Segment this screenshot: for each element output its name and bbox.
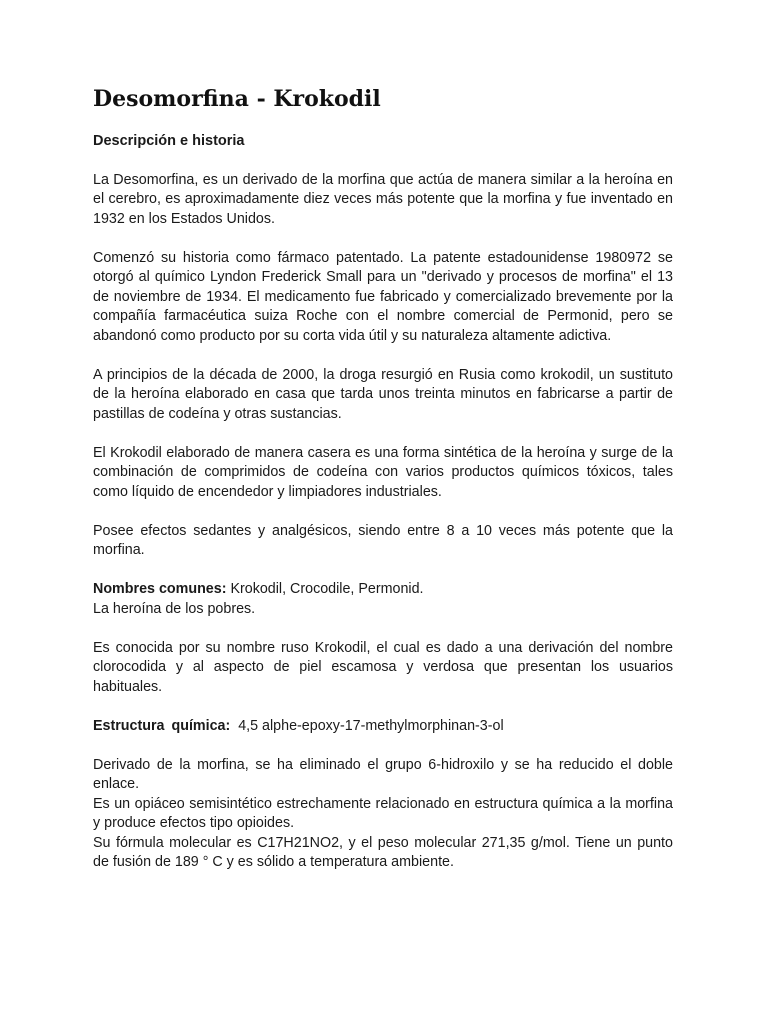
section-heading: Descripción e historia bbox=[93, 133, 245, 149]
chemistry-line-derivative: Derivado de la morfina, se ha eliminado el grupo 6-hidroxilo y se ha reducido el doble enlace. bbox=[93, 756, 673, 792]
paragraph-effects: Posee efectos sedantes y analgésicos, siendo entre 8 a 10 veces más potente que la morfina. bbox=[93, 522, 673, 558]
document-page bbox=[93, 84, 673, 873]
chemical-structure-line bbox=[93, 717, 673, 737]
paragraph-intro: La Desomorfina, es un derivado de la morfina que actúa de manera similar a la heroína en el cerebro, es aproximadamente diez veces más potente que la morfina y fue inventado en 1932 en los Estados Unidos. bbox=[93, 171, 673, 227]
paragraph-history: Comenzó su historia como fármaco patentado. La patente estadounidense 1980972 se otorgó al químico Lyndon Frederick Small para un "derivado y procesos de morfina" el 13 de noviembre de 1934. El medicamento fue fabricado y comercializado brevemente por la compañía farmacéutica suiza Roche con el nombre comercial de Permonid, pero se abandonó como producto por su corta vida útil y su naturaleza altamente adictiva. bbox=[93, 249, 673, 344]
chemical-structure-label: Estructura química: bbox=[93, 717, 231, 734]
chemistry-line-formula: Su fórmula molecular es C17H21NO2, y el peso molecular 271,35 g/mol. Tiene un punto de fusión de 189 ° C y es sólido a temperatura ambiente. bbox=[93, 834, 673, 870]
common-names-extra: La heroína de los pobres. bbox=[93, 600, 256, 617]
document-title: Desomorfina - Krokodil bbox=[93, 86, 381, 112]
paragraph-homemade: El Krokodil elaborado de manera casera es una forma sintética de la heroína y surge de la combinación de comprimidos de codeína con varios productos químicos tóxicos, tales como líquido de encendedor y limpiadores industriales. bbox=[93, 444, 673, 500]
paragraph-name-origin: Es conocida por su nombre ruso Krokodil, el cual es dado a una derivación del nombre clorocodida y al aspecto de piel escamosa y verdosa que presentan los usuarios habituales. bbox=[93, 639, 673, 695]
common-names-value: Krokodil, Crocodile, Permonid. bbox=[226, 581, 424, 597]
paragraph-russia: A principios de la década de 2000, la droga resurgió en Rusia como krokodil, un sustituto de la heroína elaborado en casa que tarda unos treinta minutos en fabricarse a partir de pastillas de codeína y otras sustancias. bbox=[93, 366, 673, 422]
common-names-line bbox=[93, 580, 673, 600]
chemical-structure-value: 4,5 alphe-epoxy-17-methylmorphinan-3-ol bbox=[230, 717, 504, 734]
common-names-label: Nombres comunes: bbox=[93, 581, 227, 597]
chemistry-line-opiate: Es un opiáceo semisintético estrechamente relacionado en estructura química a la morfina y produce efectos tipo opioides. bbox=[93, 795, 673, 831]
